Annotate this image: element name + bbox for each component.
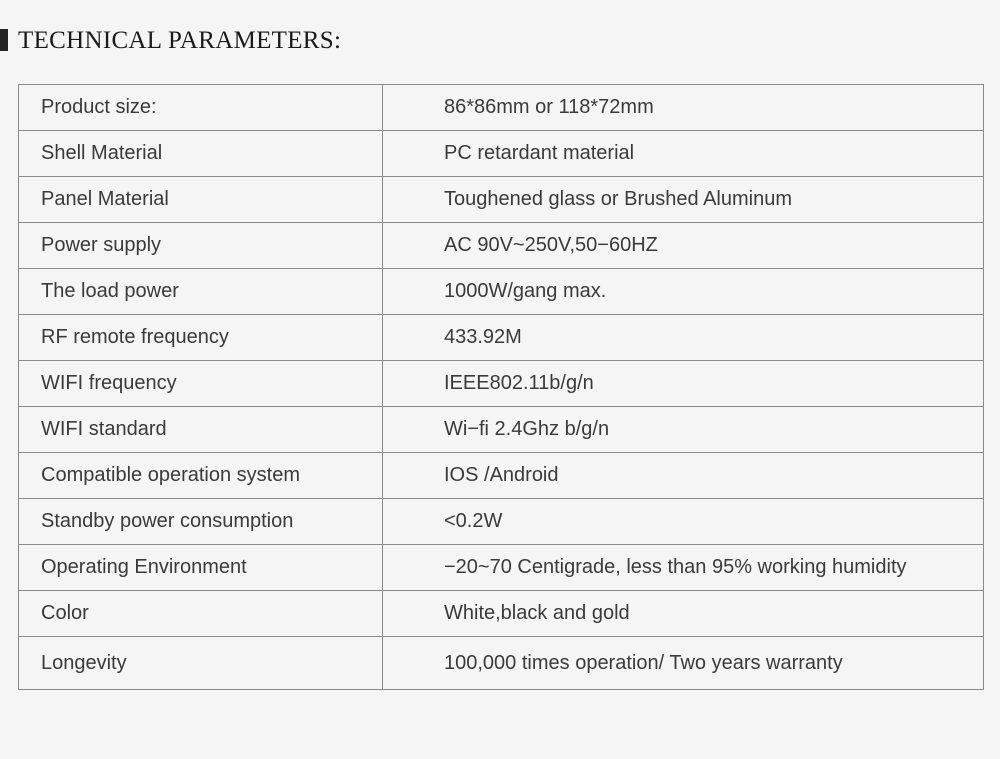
parameter-value: <0.2W [383, 499, 984, 545]
table-row [19, 499, 984, 545]
section-heading: TECHNICAL PARAMETERS: [18, 27, 342, 54]
parameter-label: Shell Material [19, 131, 383, 177]
table-row [19, 591, 984, 637]
parameter-label: WIFI standard [19, 407, 383, 453]
technical-parameters-table [18, 84, 984, 690]
table-row [19, 177, 984, 223]
table-row [19, 315, 984, 361]
table-row [19, 361, 984, 407]
table-row [19, 223, 984, 269]
parameter-label: RF remote frequency [19, 315, 383, 361]
table-row [19, 545, 984, 591]
parameter-value: −20~70 Centigrade, less than 95% working humidity [383, 545, 984, 591]
parameter-value: IEEE802.11b/g/n [383, 361, 984, 407]
parameter-value: Wi−fi 2.4Ghz b/g/n [383, 407, 984, 453]
parameter-value: 100,000 times operation/ Two years warranty [383, 637, 984, 690]
parameter-value: 1000W/gang max. [383, 269, 984, 315]
parameter-label: Longevity [19, 637, 383, 690]
table-row [19, 453, 984, 499]
parameter-value: 433.92M [383, 315, 984, 361]
parameter-label: Standby power consumption [19, 499, 383, 545]
table-row [19, 269, 984, 315]
parameter-label: Operating Environment [19, 545, 383, 591]
parameter-label: WIFI frequency [19, 361, 383, 407]
parameter-label: The load power [19, 269, 383, 315]
parameter-value: Toughened glass or Brushed Aluminum [383, 177, 984, 223]
table-row [19, 407, 984, 453]
table-body [19, 85, 984, 690]
parameter-label: Power supply [19, 223, 383, 269]
parameter-label: Panel Material [19, 177, 383, 223]
parameter-label: Compatible operation system [19, 453, 383, 499]
parameter-value: PC retardant material [383, 131, 984, 177]
parameter-value: IOS /Android [383, 453, 984, 499]
parameter-label: Color [19, 591, 383, 637]
table-row [19, 85, 984, 131]
table-row [19, 637, 984, 690]
parameter-value: AC 90V~250V,50−60HZ [383, 223, 984, 269]
table-row [19, 131, 984, 177]
heading-accent-bar [0, 29, 8, 51]
parameter-value: White,black and gold [383, 591, 984, 637]
parameter-value: 86*86mm or 118*72mm [383, 85, 984, 131]
parameter-label: Product size: [19, 85, 383, 131]
